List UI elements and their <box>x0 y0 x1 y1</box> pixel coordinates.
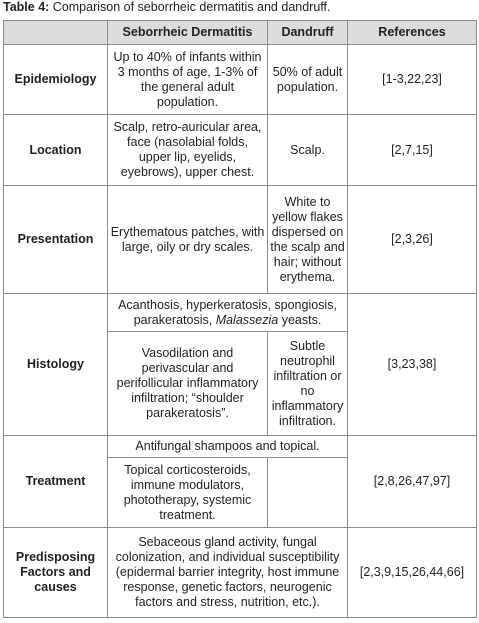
cell-histology-dandruff: Subtle neutrophil infiltration or no inflammatory infiltration. <box>268 332 348 436</box>
cell-epidemiology-refs: [1-3,22,23] <box>348 45 477 115</box>
cell-epidemiology-sd: Up to 40% of infants within 3 months of age, 1-3% of the general adult population. <box>108 45 268 115</box>
cell-location-dandruff: Scalp. <box>268 115 348 186</box>
caption-text: Comparison of seborrheic dermatitis and dandruff. <box>49 0 331 14</box>
histology-shared-text: Acanthosis, hyperkeratosis, spongiosis, parakeratosis, <box>118 297 337 327</box>
cell-treatment-refs: [2,8,26,47,97] <box>348 436 477 528</box>
cell-histology-shared <box>108 294 348 332</box>
header-references: References <box>348 21 477 45</box>
cell-predisposing-shared: Sebaceous gland activity, fungal colonization, and individual susceptibility (epidermal barrier integrity, host immune response, genetic factors, neurogenic factors and stress, nutrition, etc.). <box>108 528 348 618</box>
cell-histology-refs: [3,23,38] <box>348 294 477 436</box>
caption-label: Table 4: <box>3 0 50 14</box>
cell-treatment-sd: Topical corticosteroids, immune modulators, phototherapy, systemic treatment. <box>108 458 268 528</box>
table-row-epidemiology <box>4 45 477 115</box>
cell-location-sd: Scalp, retro-auricular area, face (nasolabial folds, upper lip, eyelids, eyebrows), upper chest. <box>108 115 268 186</box>
cell-presentation-refs: [2,3,26] <box>348 186 477 294</box>
header-row <box>4 21 477 45</box>
table-caption <box>3 0 330 15</box>
row-label-presentation: Presentation <box>4 186 108 294</box>
header-blank <box>4 21 108 45</box>
row-label-histology: Histology <box>4 294 108 436</box>
cell-presentation-sd: Erythematous patches, with large, oily or dry scales. <box>108 186 268 294</box>
row-label-location: Location <box>4 115 108 186</box>
cell-histology-sd: Vasodilation and perivascular and perifollicular inflammatory infiltration; “shoulder parakeratosis”. <box>108 332 268 436</box>
table-row-treatment-shared <box>4 436 477 458</box>
cell-presentation-dandruff: White to yellow flakes dispersed on the scalp and hair; without erythema. <box>268 186 348 294</box>
row-label-predisposing: Predisposing Factors and causes <box>4 528 108 618</box>
histology-shared-text-end: yeasts. <box>278 312 322 327</box>
table-row-presentation <box>4 186 477 294</box>
cell-treatment-dandruff <box>268 458 348 528</box>
cell-predisposing-refs: [2,3,9,15,26,44,66] <box>348 528 477 618</box>
table-row-histology-shared <box>4 294 477 332</box>
header-seborrheic-dermatitis: Seborrheic Dermatitis <box>108 21 268 45</box>
table-row-predisposing <box>4 528 477 618</box>
cell-treatment-shared: Antifungal shampoos and topical. <box>108 436 348 458</box>
row-label-epidemiology: Epidemiology <box>4 45 108 115</box>
row-label-treatment: Treatment <box>4 436 108 528</box>
table-row-location <box>4 115 477 186</box>
comparison-table <box>3 20 477 618</box>
histology-shared-italic: Malassezia <box>215 312 279 327</box>
cell-epidemiology-dandruff: 50% of adult population. <box>268 45 348 115</box>
header-dandruff: Dandruff <box>268 21 348 45</box>
cell-location-refs: [2,7,15] <box>348 115 477 186</box>
